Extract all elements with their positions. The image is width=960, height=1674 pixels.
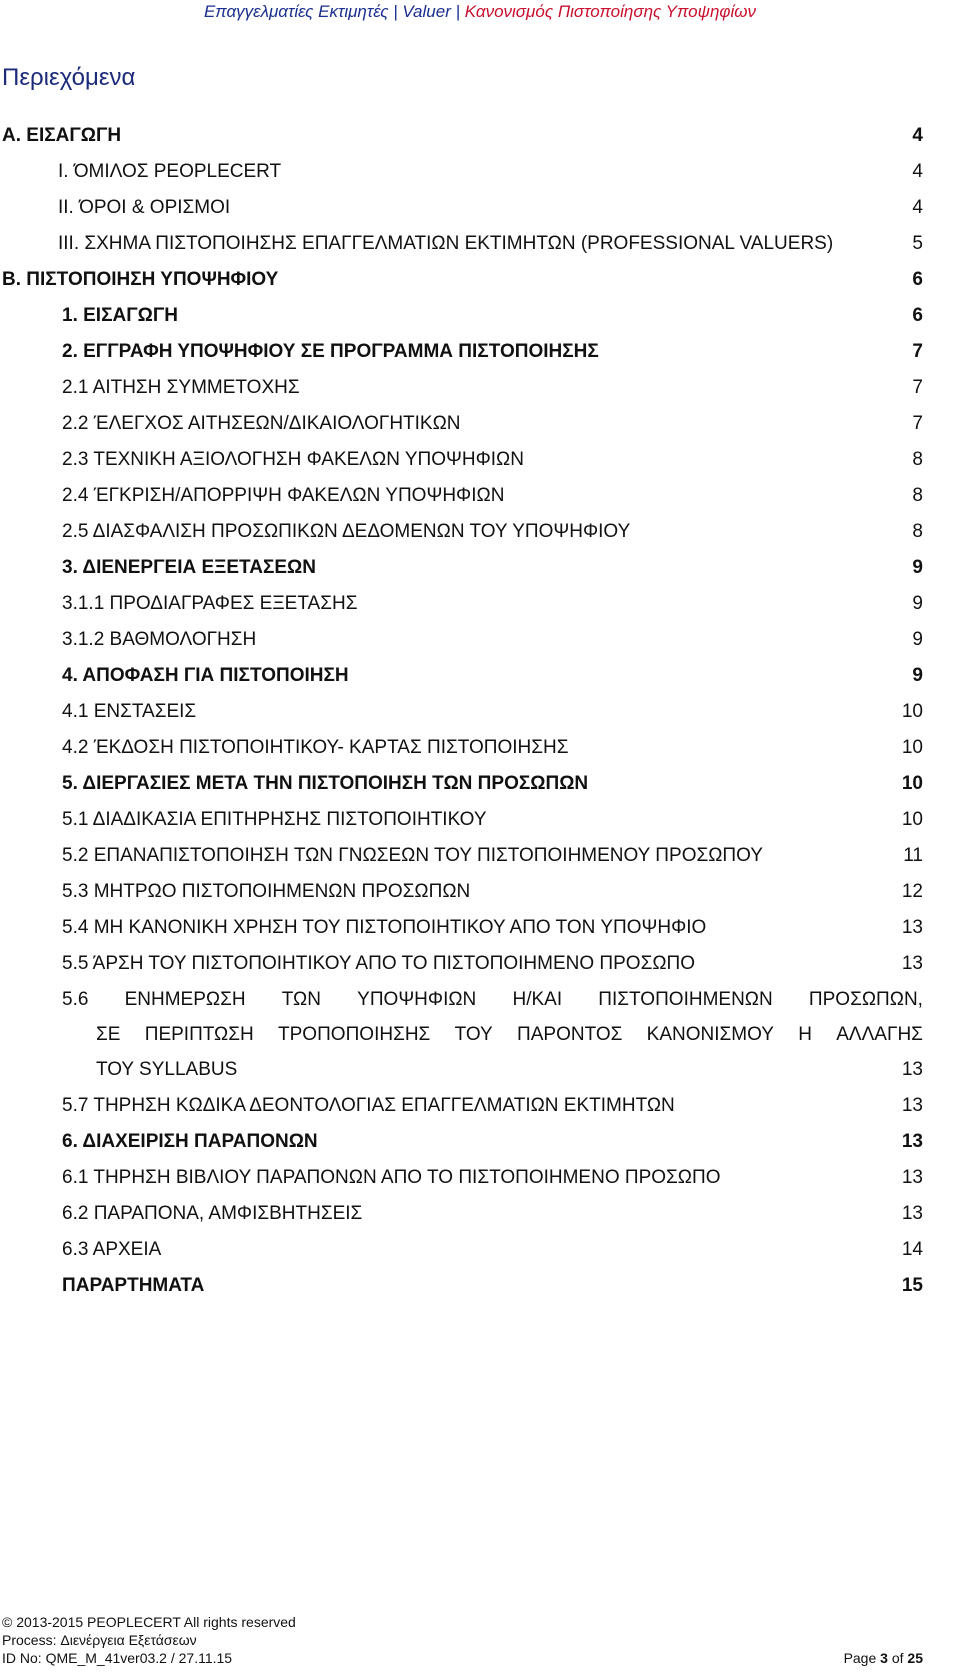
footer-id: ID No: QME_M_41ver03.2 / 27.11.15	[2, 1650, 233, 1666]
header-subtitle: Κανονισμός Πιστοποίησης Υποψηφίων	[464, 2, 757, 21]
toc-entry-title: 6.3 ΑΡΧΕΙΑ	[62, 1239, 162, 1260]
toc-entry-page: 13	[901, 1131, 923, 1152]
table-of-contents	[0, 118, 960, 1304]
toc-entry[interactable]	[0, 586, 960, 622]
toc-entry-page: 13	[901, 1203, 923, 1224]
toc-entry-page: 12	[901, 881, 923, 902]
toc-entry-title: 4. ΑΠΟΦΑΣΗ ΓΙΑ ΠΙΣΤΟΠΟΙΗΣΗ	[62, 665, 349, 686]
toc-entry-page: 13	[901, 1059, 923, 1080]
toc-entry-page: 8	[912, 449, 923, 470]
toc-entry-page: 14	[901, 1239, 923, 1260]
toc-entry[interactable]	[0, 298, 960, 334]
toc-entry-title: 3. ΔΙΕΝΕΡΓΕΙΑ ΕΞΕΤΑΣΕΩΝ	[62, 557, 316, 578]
toc-word: ΤΟΥ	[454, 1024, 493, 1045]
toc-word: ΠΡΟΣΩΠΩΝ,	[808, 989, 923, 1010]
header-title: Επαγγελματίες Εκτιμητές | Valuer	[203, 2, 451, 21]
toc-entry[interactable]	[0, 910, 960, 946]
toc-entry-title: 6.2 ΠΑΡΑΠΟΝΑ, ΑΜΦΙΣΒΗΤΗΣΕΙΣ	[62, 1203, 363, 1224]
toc-entry-title: 2.2 ΈΛΕΓΧΟΣ ΑΙΤΗΣΕΩΝ/ΔΙΚΑΙΟΛΟΓΗΤΙΚΩΝ	[62, 413, 461, 434]
toc-word: ΤΩΝ	[281, 989, 321, 1010]
toc-entry-title: 3.1.1 ΠΡΟΔΙΑΓΡΑΦΕΣ ΕΞΕΤΑΣΗΣ	[62, 593, 358, 614]
toc-entry-title: 2.1 ΑΙΤΗΣΗ ΣΥΜΜΕΤΟΧΗΣ	[62, 377, 300, 398]
toc-entry-page: 10	[901, 773, 923, 794]
toc-word: ΣΕ	[96, 1024, 121, 1045]
footer-copyright: © 2013-2015 PEOPLECERT All rights reserved	[2, 1614, 296, 1630]
toc-entry-title: ΠΑΡΑΡΤΗΜΑΤΑ	[62, 1275, 205, 1296]
toc-entry-title: 1. ΕΙΣΑΓΩΓΗ	[62, 305, 178, 326]
toc-entry-title: 5.3 ΜΗΤΡΩΟ ΠΙΣΤΟΠΟΙΗΜΕΝΩΝ ΠΡΟΣΩΠΩΝ	[62, 881, 471, 902]
toc-entry-page: 10	[901, 809, 923, 830]
toc-entry-title: 5.4 ΜΗ ΚΑΝΟΝΙΚΗ ΧΡΗΣΗ ΤΟΥ ΠΙΣΤΟΠΟΙΗΤΙΚΟΥ ΑΠΟ ΤΟΝ ΥΠΟΨΗΦΙΟ	[62, 917, 707, 938]
toc-entry-page: 10	[901, 701, 923, 722]
toc-entry[interactable]	[0, 622, 960, 658]
toc-entry-title: 5.2 ΕΠΑΝΑΠΙΣΤΟΠΟΙΗΣΗ ΤΩΝ ΓΝΩΣΕΩΝ ΤΟΥ ΠΙΣΤΟΠΟΙΗΜΕΝΟΥ ΠΡΟΣΩΠΟΥ	[62, 845, 763, 866]
toc-entry-page: 7	[912, 413, 923, 434]
toc-entry-title: II. ΌΡΟΙ & ΟΡΙΣΜΟΙ	[58, 197, 231, 218]
toc-entry-page: 15	[901, 1275, 923, 1296]
toc-entry-page: 5	[912, 233, 923, 254]
toc-entry-title: 2.4 ΈΓΚΡΙΣΗ/ΑΠΟΡΡΙΨΗ ΦΑΚΕΛΩΝ ΥΠΟΨΗΦΙΩΝ	[62, 485, 505, 506]
toc-entry-title: I. ΌΜΙΛΟΣ PEOPLECERT	[58, 161, 282, 182]
toc-entry[interactable]	[0, 1124, 960, 1160]
toc-entry-page: 6	[912, 305, 923, 326]
toc-entry-page: 9	[912, 665, 923, 686]
toc-entry[interactable]	[0, 1160, 960, 1196]
toc-entry-page: 7	[912, 341, 923, 362]
toc-word: ΚΑΝΟΝΙΣΜΟΥ	[646, 1024, 774, 1045]
toc-entry[interactable]	[0, 946, 960, 982]
toc-entry-title: 3.1.2 ΒΑΘΜΟΛΟΓΗΣΗ	[62, 629, 257, 650]
toc-title: Περιεχόμενα	[2, 64, 136, 91]
toc-entry-title: 5.7 ΤΗΡΗΣΗ ΚΩΔΙΚΑ ΔΕΟΝΤΟΛΟΓΙΑΣ ΕΠΑΓΓΕΛΜΑΤΙΩΝ ΕΚΤΙΜΗΤΩΝ	[62, 1095, 675, 1116]
toc-entry-line2	[96, 1017, 923, 1052]
toc-word: 5.6	[62, 989, 89, 1010]
toc-entry-page: 8	[912, 521, 923, 542]
toc-entry[interactable]	[0, 190, 960, 226]
toc-entry-page: 9	[912, 629, 923, 650]
toc-entry-line3: ΤΟΥ SYLLABUS	[96, 1059, 238, 1080]
toc-entry[interactable]	[0, 766, 960, 802]
toc-entry[interactable]	[0, 838, 960, 874]
toc-entry[interactable]	[0, 1088, 960, 1124]
toc-entry-page: 4	[912, 125, 923, 146]
toc-entry[interactable]	[0, 370, 960, 406]
toc-entry-page: 9	[912, 593, 923, 614]
toc-entry-title: 2.5 ΔΙΑΣΦΑΛΙΣΗ ΠΡΟΣΩΠΙΚΩΝ ΔΕΔΟΜΕΝΩΝ ΤΟΥ ΥΠΟΨΗΦΙΟΥ	[62, 521, 631, 542]
toc-word: ΑΛΛΑΓΗΣ	[836, 1024, 923, 1045]
toc-word: ΠΕΡΙΠΤΩΣΗ	[144, 1024, 254, 1045]
toc-entry[interactable]	[0, 406, 960, 442]
toc-entry-title: A. ΕΙΣΑΓΩΓΗ	[2, 125, 122, 146]
toc-entry-title: B. ΠΙΣΤΟΠΟΙΗΣΗ ΥΠΟΨΗΦΙΟΥ	[2, 269, 279, 290]
toc-entry-page: 6	[912, 269, 923, 290]
toc-entry-page: 9	[912, 557, 923, 578]
toc-entry[interactable]	[0, 694, 960, 730]
toc-entry[interactable]	[0, 802, 960, 838]
toc-entry[interactable]	[0, 1196, 960, 1232]
toc-entry[interactable]	[0, 154, 960, 190]
toc-entry[interactable]	[0, 514, 960, 550]
toc-entry[interactable]	[0, 262, 960, 298]
toc-entry-title: 6. ΔΙΑΧΕΙΡΙΣΗ ΠΑΡΑΠΟΝΩΝ	[62, 1131, 318, 1152]
toc-entry-page: 11	[903, 845, 923, 866]
toc-entry[interactable]	[0, 478, 960, 514]
footer-process: Process: Διενέργεια Εξετάσεων	[2, 1632, 197, 1648]
header-separator: |	[450, 2, 465, 21]
page-current: 3	[880, 1650, 888, 1666]
toc-entry[interactable]	[0, 1232, 960, 1268]
toc-word: Η/ΚΑΙ	[512, 989, 563, 1010]
toc-entry-line1	[62, 982, 923, 1017]
toc-entry[interactable]	[0, 226, 960, 262]
toc-entry[interactable]	[0, 550, 960, 586]
toc-entry-title: 5.1 ΔΙΑΔΙΚΑΣΙΑ ΕΠΙΤΗΡΗΣΗΣ ΠΙΣΤΟΠΟΙΗΤΙΚΟΥ	[62, 809, 487, 830]
page-of: of	[887, 1650, 908, 1666]
toc-entry-page: 13	[901, 953, 923, 974]
toc-entry[interactable]	[0, 1268, 960, 1304]
page-label: Page	[843, 1650, 881, 1666]
toc-word: Η	[798, 1024, 812, 1045]
toc-word: ΠΑΡΟΝΤΟΣ	[517, 1024, 623, 1045]
toc-word: ΥΠΟΨΗΦΙΩΝ	[357, 989, 477, 1010]
toc-word: ΕΝΗΜΕΡΩΣΗ	[124, 989, 246, 1010]
toc-entry-page: 8	[912, 485, 923, 506]
toc-entry-title: 4.1 ΕΝΣΤΑΣΕΙΣ	[62, 701, 197, 722]
toc-entry-page: 4	[912, 161, 923, 182]
toc-entry-title: 2.3 ΤΕΧΝΙΚΗ ΑΞΙΟΛΟΓΗΣΗ ΦΑΚΕΛΩΝ ΥΠΟΨΗΦΙΩΝ	[62, 449, 524, 470]
toc-entry-title: 2. ΕΓΓΡΑΦΗ ΥΠΟΨΗΦΙΟΥ ΣΕ ΠΡΟΓΡΑΜΜΑ ΠΙΣΤΟΠΟΙΗΣΗΣ	[62, 341, 599, 362]
toc-entry-page: 13	[901, 917, 923, 938]
toc-entry-title: III. ΣΧΗΜΑ ΠΙΣΤΟΠΟΙΗΣΗΣ ΕΠΑΓΓΕΛΜΑΤΙΩΝ ΕΚΤΙΜΗΤΩΝ (PROFESSIONAL VALUERS)	[58, 233, 834, 254]
toc-entry[interactable]	[0, 118, 960, 154]
toc-entry[interactable]	[0, 730, 960, 766]
toc-entry-title: 6.1 ΤΗΡΗΣΗ ΒΙΒΛΙΟΥ ΠΑΡΑΠΟΝΩΝ ΑΠΟ ΤΟ ΠΙΣΤΟΠΟΙΗΜΕΝΟ ΠΡΟΣΩΠΟ	[62, 1167, 721, 1188]
toc-word: ΤΡΟΠΟΠΟΙΗΣΗΣ	[278, 1024, 431, 1045]
toc-word: ΠΙΣΤΟΠΟΙΗΜΕΝΩΝ	[598, 989, 773, 1010]
toc-entry-page: 7	[912, 377, 923, 398]
page-total: 25	[907, 1650, 923, 1666]
toc-entry-page: 4	[912, 197, 923, 218]
toc-entry[interactable]	[0, 334, 960, 370]
toc-entry-page: 13	[901, 1095, 923, 1116]
page-header	[0, 2, 960, 22]
footer-page-number	[844, 1650, 923, 1666]
toc-entry[interactable]	[0, 442, 960, 478]
toc-entry[interactable]	[0, 658, 960, 694]
toc-entry-title: 4.2 ΈΚΔΟΣΗ ΠΙΣΤΟΠΟΙΗΤΙΚΟΥ- ΚΑΡΤΑΣ ΠΙΣΤΟΠΟΙΗΣΗΣ	[62, 737, 569, 758]
toc-entry-title: 5. ΔΙΕΡΓΑΣΙΕΣ ΜΕΤΑ ΤΗΝ ΠΙΣΤΟΠΟΙΗΣΗ ΤΩΝ ΠΡΟΣΩΠΩΝ	[62, 773, 589, 794]
toc-entry-multiline[interactable]	[0, 982, 960, 1088]
toc-entry-page: 13	[901, 1167, 923, 1188]
toc-entry-page: 10	[901, 737, 923, 758]
toc-entry[interactable]	[0, 874, 960, 910]
toc-entry-title: 5.5 ΆΡΣΗ ΤΟΥ ΠΙΣΤΟΠΟΙΗΤΙΚΟΥ ΑΠΟ ΤΟ ΠΙΣΤΟΠΟΙΗΜΕΝΟ ΠΡΟΣΩΠΟ	[62, 953, 696, 974]
